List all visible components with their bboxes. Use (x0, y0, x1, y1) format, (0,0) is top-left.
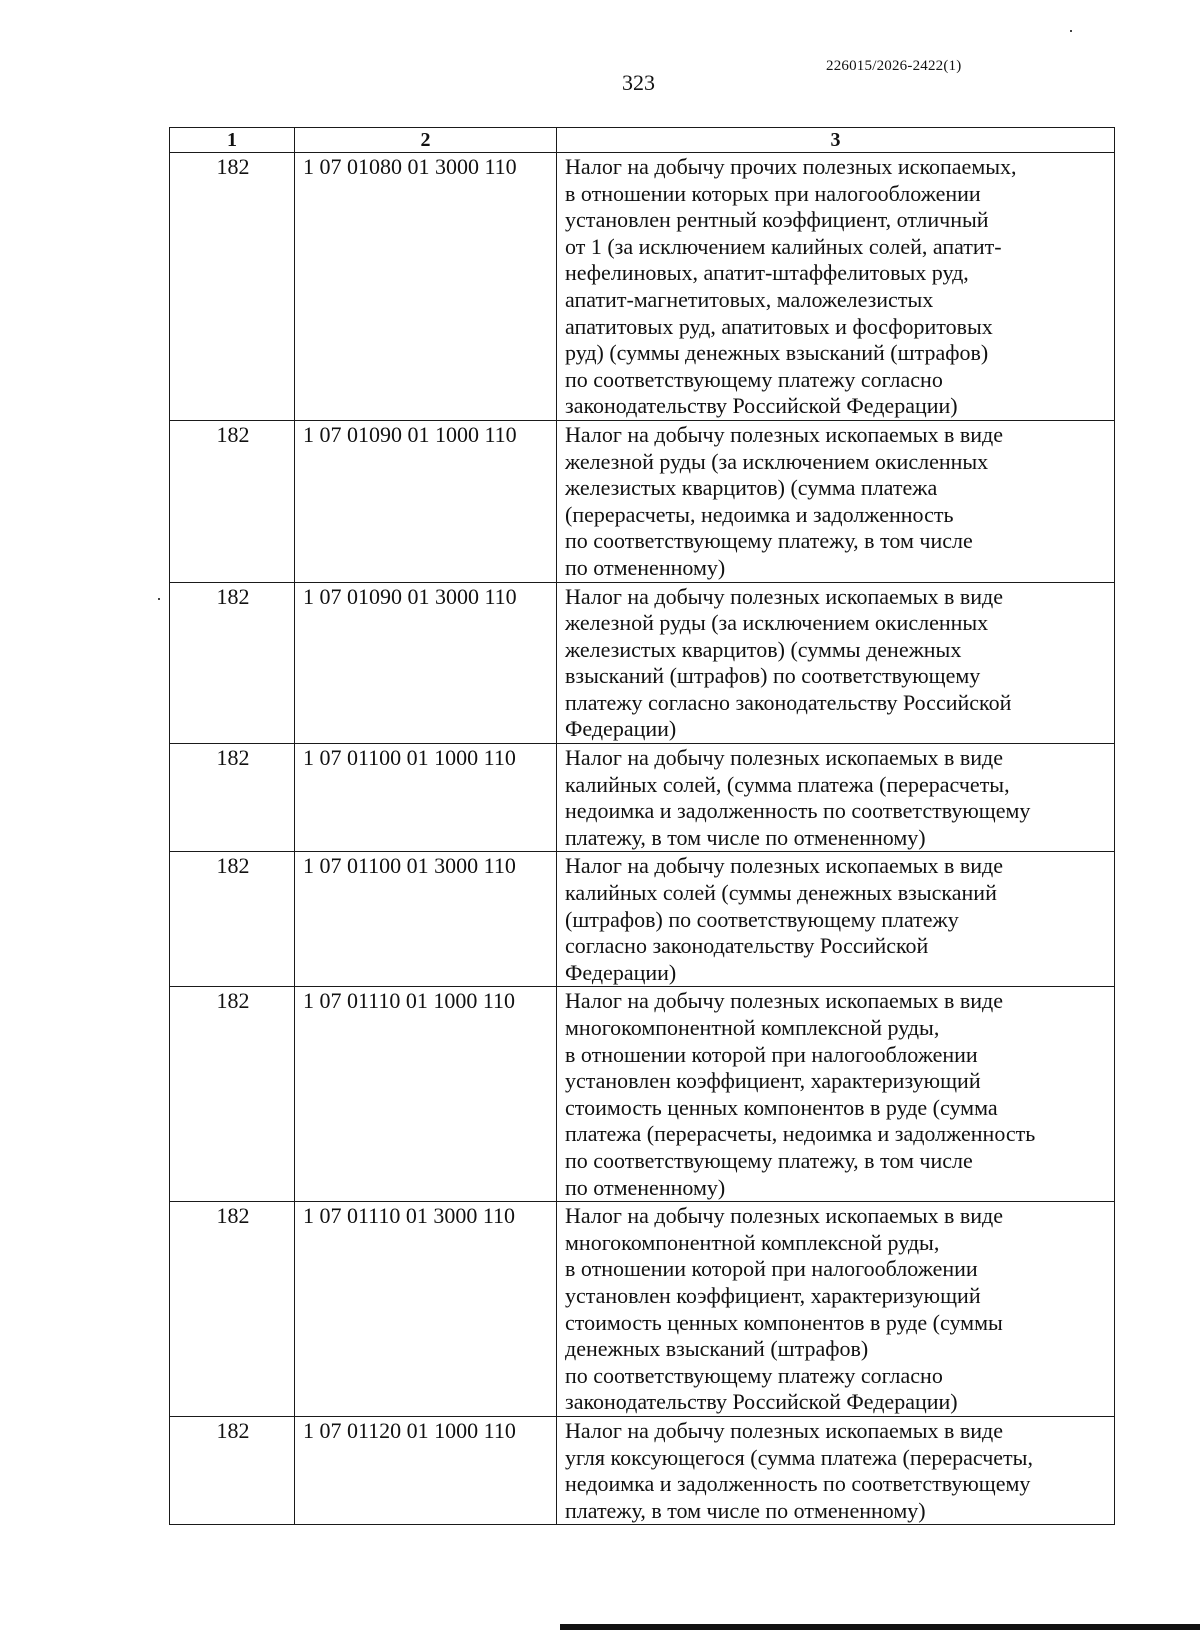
description-line: железистых кварцитов) (суммы денежных (565, 636, 962, 662)
description-line: недоимка и задолженность по соответствующему (565, 798, 1031, 824)
description-line: (перерасчеты, недоимка и задолженность (565, 501, 954, 527)
revenue-description-cell (557, 582, 1115, 744)
revenue-description-cell (557, 153, 1115, 421)
description-line: апатит-магнетитовых, маложелезистых (565, 286, 934, 312)
description-line: железной руды (за исключением окисленных (565, 448, 989, 474)
description-line: по соответствующему платежу, в том числе (565, 1147, 973, 1173)
table-body (170, 153, 1115, 1525)
column-header-2: 2 (295, 128, 557, 153)
description-line: Налог на добычу полезных ископаемых в виде (565, 1417, 1003, 1443)
table-header-row (170, 128, 1115, 153)
revenue-description-cell (557, 744, 1115, 852)
description-line: Налог на добычу полезных ископаемых в виде (565, 745, 1003, 771)
revenue-description-cell (557, 1416, 1115, 1524)
description-line: по соответствующему платежу, в том числе (565, 528, 973, 554)
description-line: платежу, в том числе по отмененному) (565, 824, 926, 850)
description-line: от 1 (за исключением калийных солей, апатит- (565, 233, 1002, 259)
description-line: руд) (суммы денежных взысканий (штрафов) (565, 340, 989, 366)
administrator-code-cell: 182 (170, 582, 295, 744)
description-line: угля коксующегося (сумма платежа (перерасчеты, (565, 1444, 1033, 1470)
description-line: Налог на добычу полезных ископаемых в виде (565, 988, 1003, 1014)
description-line: платежу согласно законодательству Российской (565, 689, 1012, 715)
description-line: (штрафов) по соответствующему платежу (565, 906, 959, 932)
table-row (170, 1416, 1115, 1524)
description-line: по соответствующему платежу согласно (565, 1362, 943, 1388)
table-row (170, 744, 1115, 852)
description-line: железистых кварцитов) (сумма платежа (565, 475, 938, 501)
description-line: установлен рентный коэффициент, отличный (565, 207, 989, 233)
description-line: стоимость ценных компонентов в руде (сумма (565, 1094, 998, 1120)
description-line: калийных солей, (сумма платежа (перерасчеты, (565, 771, 1010, 797)
administrator-code-cell: 182 (170, 987, 295, 1202)
description-line: платежу, в том числе по отмененному) (565, 1497, 926, 1523)
budget-classification-code-cell: 1 07 01080 01 3000 110 (295, 153, 557, 421)
description-line: по отмененному) (565, 1174, 726, 1200)
description-line: железной руды (за исключением окисленных (565, 610, 989, 636)
document-reference-number: 226015/2026-2422(1) (826, 58, 962, 74)
description-line: многокомпонентной комплексной руды, (565, 1229, 940, 1255)
scan-speck (158, 598, 160, 600)
description-line: денежных взысканий (штрафов) (565, 1336, 869, 1362)
table-row (170, 1202, 1115, 1417)
scan-edge-bar (560, 1624, 1200, 1630)
page-number: 323 (622, 70, 655, 95)
table-row (170, 987, 1115, 1202)
table-row (170, 420, 1115, 582)
description-line: Налог на добычу прочих полезных ископаемых, (565, 154, 1017, 179)
administrator-code-cell: 182 (170, 1202, 295, 1417)
revenue-description-cell (557, 1202, 1115, 1417)
description-line: недоимка и задолженность по соответствующему (565, 1471, 1031, 1497)
description-line: установлен коэффициент, характеризующий (565, 1068, 981, 1094)
table-row (170, 852, 1115, 987)
description-line: Федерации) (565, 959, 677, 985)
revenue-description-cell (557, 420, 1115, 582)
table-row (170, 153, 1115, 421)
description-line: стоимость ценных компонентов в руде (суммы (565, 1309, 1003, 1335)
description-line: в отношении которой при налогообложении (565, 1256, 978, 1282)
description-line: в отношении которых при налогообложении (565, 180, 981, 206)
budget-classification-code-cell: 1 07 01100 01 3000 110 (295, 852, 557, 987)
revenue-description-cell (557, 852, 1115, 987)
budget-classification-code-cell: 1 07 01110 01 1000 110 (295, 987, 557, 1202)
description-line: нефелиновых, апатит-штаффелитовых руд, (565, 260, 969, 286)
column-header-1: 1 (170, 128, 295, 153)
description-line: Налог на добычу полезных ископаемых в виде (565, 583, 1003, 609)
description-line: платежа (перерасчеты, недоимка и задолженность (565, 1121, 1036, 1147)
budget-codes-table (169, 127, 1115, 1525)
description-line: Налог на добычу полезных ископаемых в виде (565, 853, 1003, 879)
budget-classification-code-cell: 1 07 01120 01 1000 110 (295, 1416, 557, 1524)
description-line: апатитовых руд, апатитовых и фосфоритовых (565, 313, 993, 339)
column-header-3: 3 (557, 128, 1115, 153)
budget-classification-code-cell: 1 07 01090 01 3000 110 (295, 582, 557, 744)
description-line: установлен коэффициент, характеризующий (565, 1282, 981, 1308)
description-line: Налог на добычу полезных ископаемых в виде (565, 1203, 1003, 1229)
description-line: по отмененному) (565, 554, 726, 580)
budget-classification-code-cell: 1 07 01090 01 1000 110 (295, 420, 557, 582)
description-line: калийных солей (суммы денежных взысканий (565, 880, 997, 906)
administrator-code-cell: 182 (170, 153, 295, 421)
revenue-description-cell (557, 987, 1115, 1202)
administrator-code-cell: 182 (170, 1416, 295, 1524)
administrator-code-cell: 182 (170, 744, 295, 852)
description-line: Федерации) (565, 716, 677, 742)
scan-speck (1070, 30, 1072, 32)
description-line: по соответствующему платежу согласно (565, 366, 943, 392)
description-line: многокомпонентной комплексной руды, (565, 1015, 940, 1040)
description-line: Налог на добычу полезных ископаемых в виде (565, 421, 1003, 447)
description-line: согласно законодательству Российской (565, 933, 929, 959)
administrator-code-cell: 182 (170, 852, 295, 987)
budget-classification-code-cell: 1 07 01100 01 1000 110 (295, 744, 557, 852)
description-line: в отношении которой при налогообложении (565, 1041, 978, 1067)
budget-classification-code-cell: 1 07 01110 01 3000 110 (295, 1202, 557, 1417)
description-line: законодательству Российской Федерации) (565, 1389, 958, 1415)
table-row (170, 582, 1115, 744)
description-line: взысканий (штрафов) по соответствующему (565, 663, 981, 689)
description-line: законодательству Российской Федерации) (565, 393, 958, 419)
administrator-code-cell: 182 (170, 420, 295, 582)
